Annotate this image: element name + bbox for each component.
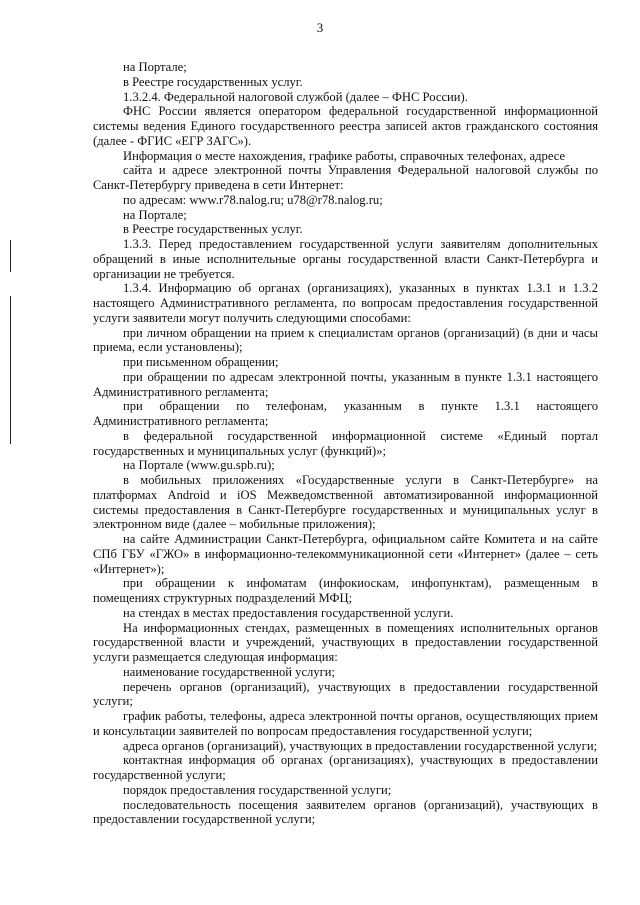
- margin-change-bar: [10, 240, 11, 272]
- paragraph: по адресам: www.r78.nalog.ru; u78@r78.nalog.ru;: [123, 192, 383, 207]
- paragraph: в Реестре государственных услуг.: [123, 74, 303, 89]
- paragraph: последовательность посещения заявителем органов (организаций), участвующих в предоставлении государственной услуги;: [93, 797, 598, 827]
- paragraph: на стендах в местах предоставления государственной услуги.: [123, 605, 454, 620]
- document-body: [93, 60, 598, 827]
- paragraph: сайта и адресе электронной почты Управления Федеральной налоговой службы по Санкт-Петербургу приведена в сети Интернет:: [93, 163, 598, 192]
- paragraph: при обращении к инфоматам (инфокиоскам, инфопунктам), размещенным в помещениях структурных подразделений МФЦ;: [93, 576, 598, 605]
- paragraph: порядок предоставления государственной услуги;: [123, 782, 392, 797]
- paragraph: на сайте Администрации Санкт-Петербурга, официальном сайте Комитета и на сайте СПб ГБУ «ГЖО» в информационно-телекоммуникационной сети «Интернет» (далее – сеть «Интернет»);: [93, 532, 598, 576]
- paragraph: при личном обращении на прием к специалистам органов (организаций) (в дни и часы приема, если установлены);: [93, 325, 598, 355]
- paragraph: при письменном обращении;: [123, 355, 279, 369]
- paragraph: на Портале;: [123, 207, 187, 222]
- paragraph: в федеральной государственной информационной системе «Единый портал государственных и муниципальных услуг (функций)»;: [93, 428, 598, 458]
- paragraph: 1.3.3. Перед предоставлением государственной услуги заявителям дополнительных обращений в иные исполнительные органы государственной власти Санкт-Петербурга и организации не требуется.: [93, 237, 598, 281]
- paragraph: адреса органов (организаций), участвующих в предоставлении государственной услуги;: [123, 738, 598, 753]
- paragraph: На информационных стендах, размещенных в помещениях исполнительных органов государственной власти и учреждений, участвующих в предоставлении государственной услуги размещается следующая информация:: [93, 620, 598, 664]
- paragraph: ФНС России является оператором федеральной государственной информационной системы ведения Единого государственного реестра записей актов гражданского состояния (далее - ФГИС «ЕГР ЗАГС»).: [93, 104, 598, 148]
- paragraph: на Портале (www.gu.spb.ru);: [123, 458, 275, 473]
- paragraph: Информация о месте нахождения, графике работы, справочных телефонах, адресе: [123, 148, 566, 163]
- paragraph: на Портале;: [123, 60, 187, 74]
- page-number: 3: [316, 20, 324, 35]
- paragraph: контактная информация об органах (организациях), участвующих в предоставлении государственной услуги;: [93, 753, 598, 782]
- margin-change-bar: [10, 296, 11, 444]
- paragraph: 1.3.2.4. Федеральной налоговой службой (далее – ФНС России).: [123, 89, 468, 104]
- paragraph: 1.3.4. Информацию об органах (организациях), указанных в пунктах 1.3.1 и 1.3.2 настоящего Административного регламента, по вопросам предоставления государственной услуги заявители могут получить следующими способами:: [93, 281, 598, 325]
- paragraph: график работы, телефоны, адреса электронной почты органов, осуществляющих прием и консультации заявителей по вопросам предоставления государственной услуги;: [93, 709, 598, 738]
- paragraph: в Реестре государственных услуг.: [123, 222, 303, 237]
- paragraph: наименование государственной услуги;: [123, 664, 336, 679]
- paragraph: в мобильных приложениях «Государственные услуги в Санкт-Петербурге» на платформах Android и iOS Межведомственной автоматизированной информационной системы предоставления в Санкт-Петербурге государственных и муниципальных услуг в электронном виде (далее – мобильные приложения);: [93, 473, 598, 532]
- paragraph: при обращении по адресам электронной почты, указанным в пункте 1.3.1 настоящего Административного регламента;: [93, 369, 598, 399]
- paragraph: при обращении по телефонам, указанным в пункте 1.3.1 настоящего Административного регламента;: [93, 399, 598, 428]
- paragraph: перечень органов (организаций), участвующих в предоставлении государственной услуги;: [93, 679, 598, 709]
